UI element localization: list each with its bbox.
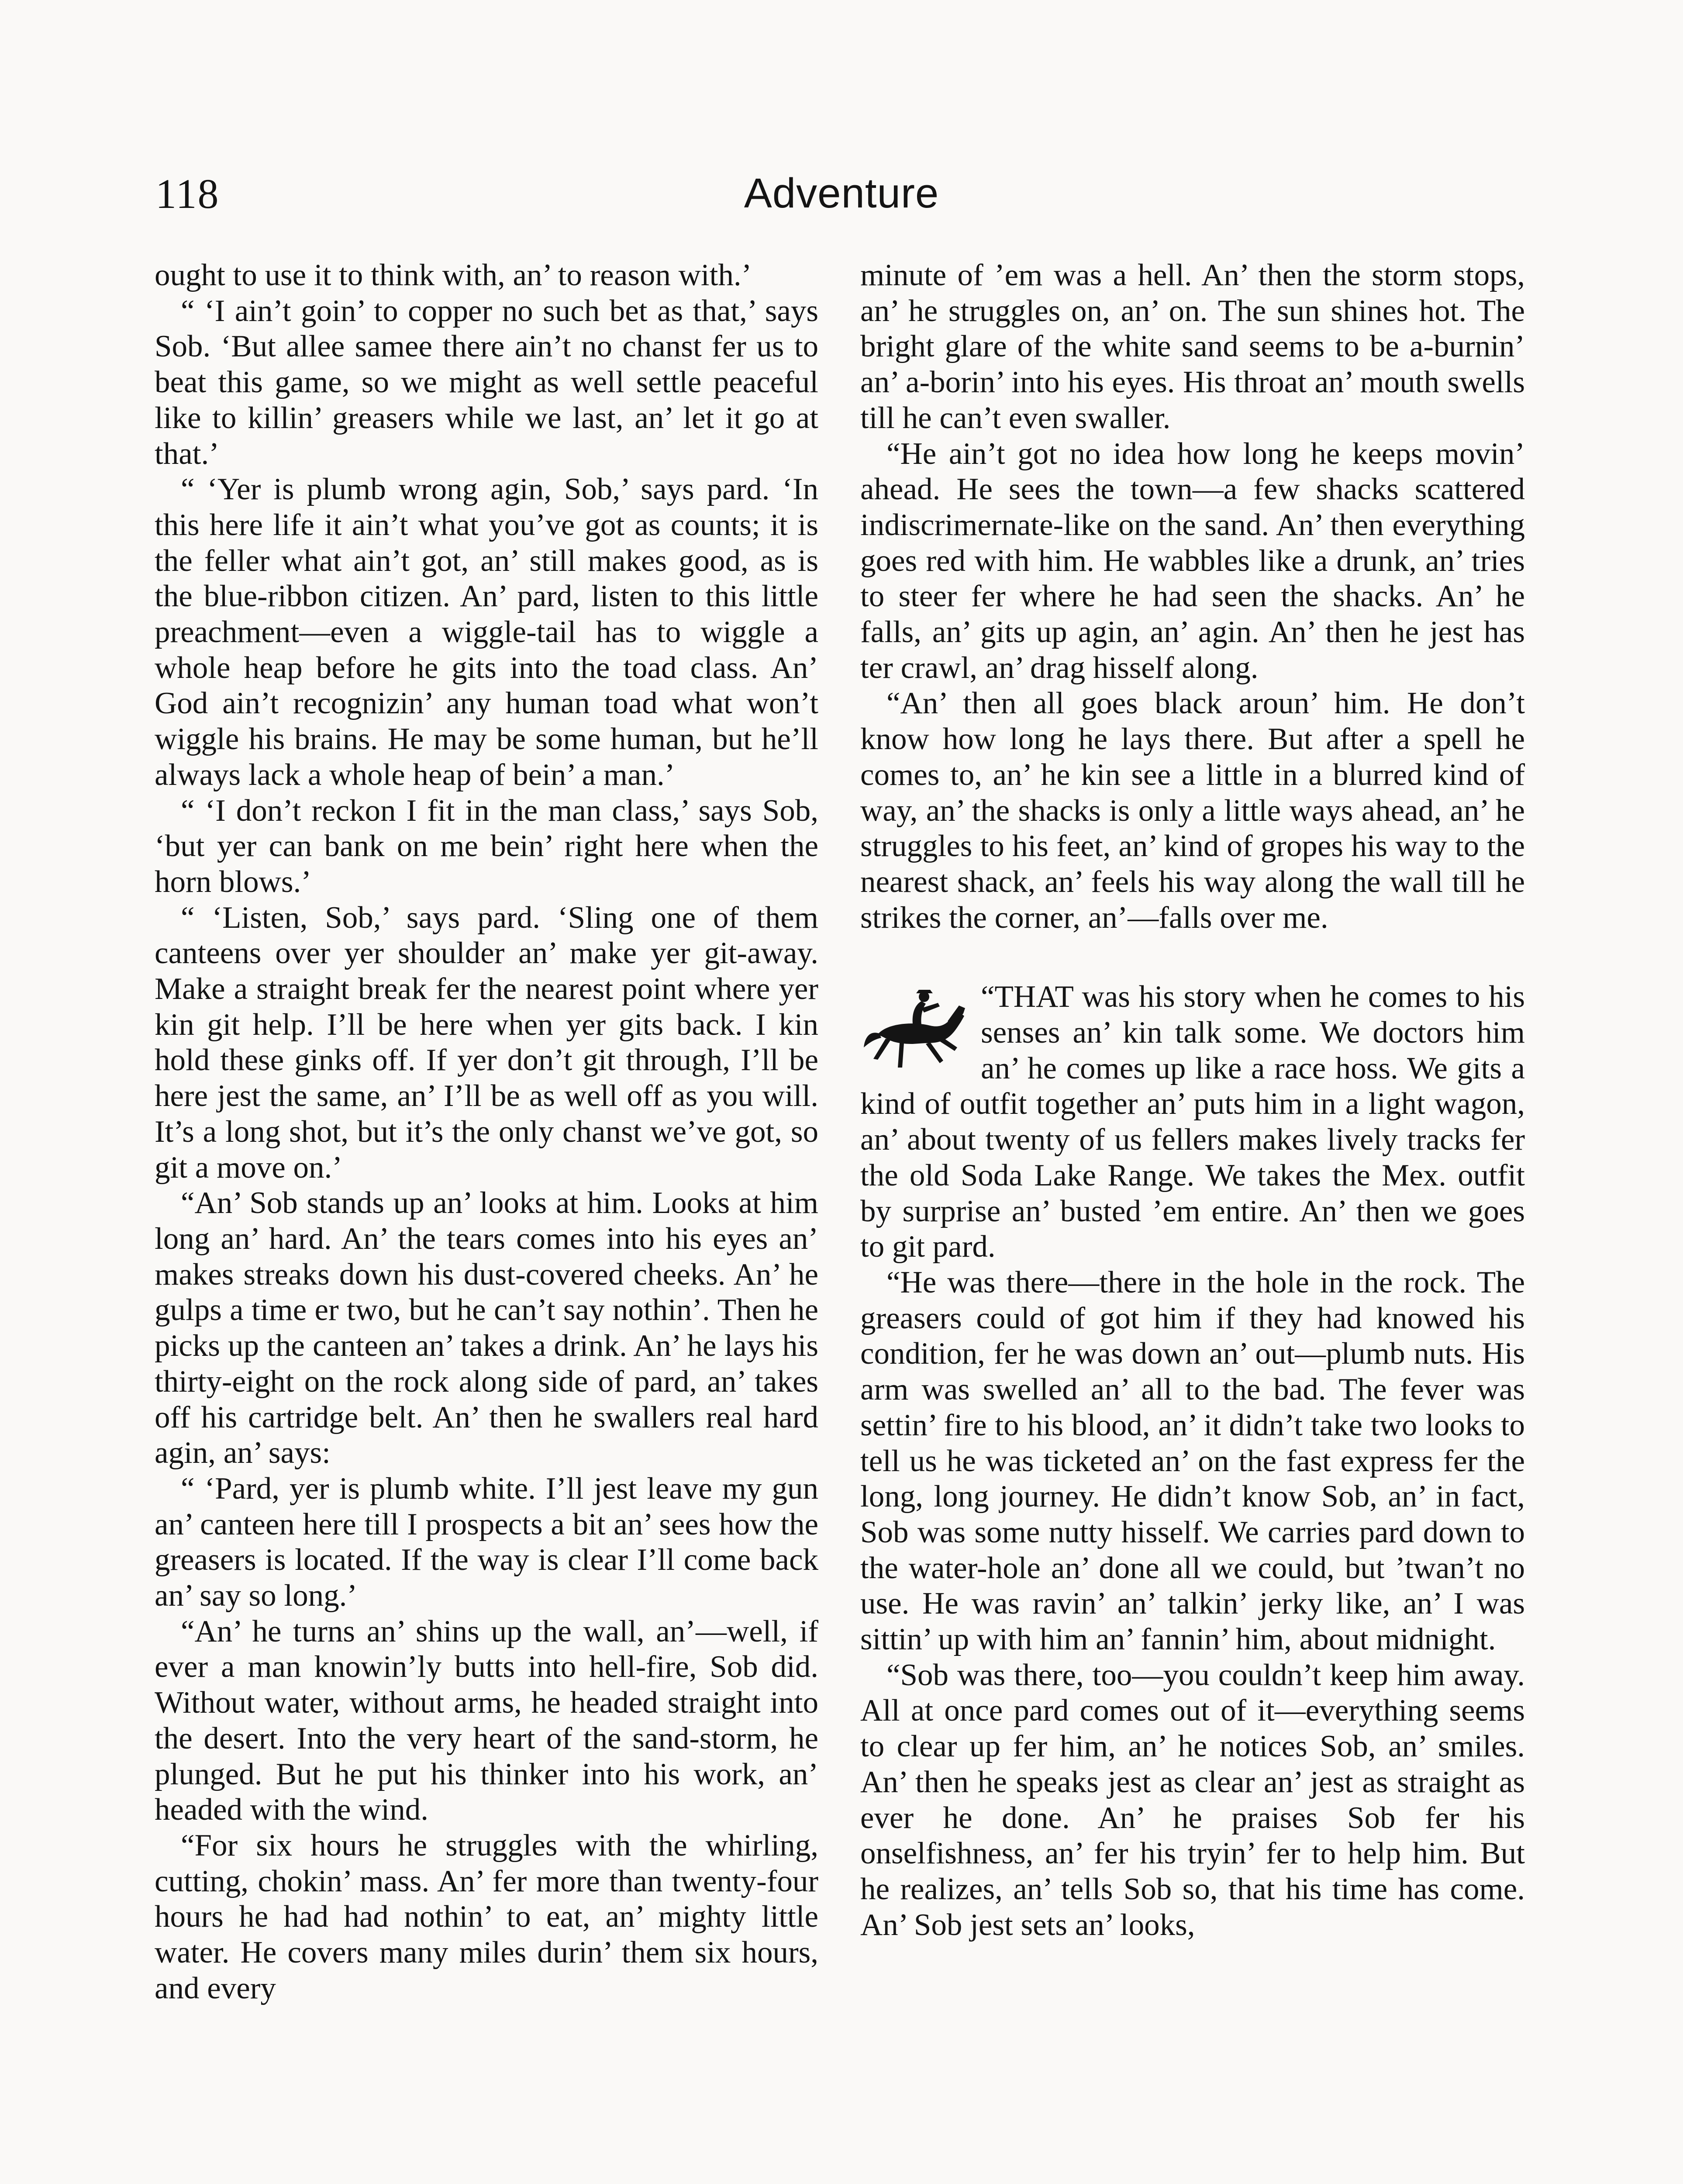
paragraph: “He was there—there in the hole in the rock. The greasers could of got him if they had knowed his condition, fer he was down an’ out—plumb nuts. His arm was swelled an’ all to the bad. The fever was settin’ fire to his blood, an’ it didn’t take two looks to tell us he was ticketed an’ on the fast express fer the long, long journey. He didn’t know Sob, an’ in fact, Sob was some nutty hisself. We carries pard down to the water-hole an’ done all we could, but ’twan’t no use. He was ravin’ an’ talkin’ jerky like, an’ I was sittin’ up with him an’ fannin’ him, about midnight. xyxy=(860,1265,1525,1657)
paragraph: “ ‘I ain’t goin’ to copper no such bet as that,’ says Sob. ‘But allee samee there ain’t no chanst fer us to beat this game, so we might as well settle peaceful like to killin’ greasers while we last, an’ let it go at that.’ xyxy=(155,294,818,471)
section-opening-text: “THAT was his story when he comes to his senses an’ kin talk some. We doctors him an’ he comes up like a race hoss. We gits a kind of outfit together an’ puts him in a light wagon, an’ about twenty of us fellers makes lively tracks fer the old Soda Lake Range. We takes the Mex. outfit by surprise an’ busted ’em entire. An’ then we goes to git pard. xyxy=(860,980,1525,1264)
paragraph: “ ‘I don’t reckon I fit in the man class,’ says Sob, ‘but yer can bank on me bein’ right here when the horn blows.’ xyxy=(155,793,818,899)
paragraph: “ ‘Listen, Sob,’ says pard. ‘Sling one of them canteens over yer shoulder an’ make yer git-away. Make a straight break fer the nearest point where yer kin git help. I’ll be here when yer gits back. I kin hold these ginks off. If yer don’t git through, I’ll be here jest the same, an’ I’ll be as well off as you will. It’s a long shot, but it’s the only chanst we’ve got, so git a move on.’ xyxy=(155,900,818,1185)
paragraph: “ ‘Pard, yer is plumb white. I’ll jest leave my gun an’ canteen here till I prospects a bit an’ sees how the greasers is located. If the way is clear I’ll come back an’ say so long.’ xyxy=(155,1471,818,1613)
paragraph: “An’ Sob stands up an’ looks at him. Looks at him long an’ hard. An’ the tears comes into his eyes an’ makes streaks down his dust-covered cheeks. An’ he gulps a time er two, but he can’t say nothin’. Then he picks up the canteen an’ takes a drink. An’ he lays his thirty-eight on the rock along side of pard, an’ takes off his cartridge belt. An’ then he swallers real hard agin, an’ says: xyxy=(155,1186,818,1470)
page-number: 118 xyxy=(155,170,220,217)
paragraph: “He ain’t got no idea how long he keeps movin’ ahead. He sees the town—a few shacks scattered indiscrimernate-like on the sand. An’ then everything goes red with him. He wabbles like a drunk, an’ tries to steer fer where he had seen the shacks. An’ he falls, an’ gits up agin, an’ agin. An’ then he jest has ter crawl, an’ drag hisself along. xyxy=(860,436,1525,685)
paragraph: “For six hours he struggles with the whirling, cutting, chokin’ mass. An’ fer more than twenty-four hours he had had nothin’ to eat, an’ mighty little water. He covers many miles durin’ them six hours, and every xyxy=(155,1828,818,2005)
paragraph: minute of ’em was a hell. An’ then the storm stops, an’ he struggles on, an’ on. The sun shines hot. The bright glare of the white sand seems to be a-burnin’ an’ a-borin’ into his eyes. His throat an’ mouth swells till he can’t even swaller. xyxy=(860,258,1525,435)
right-column xyxy=(860,258,1525,1943)
horse-and-rider-icon xyxy=(860,982,969,1074)
running-head-title: Adventure xyxy=(744,170,939,217)
page-header xyxy=(155,169,1528,222)
section-opening-paragraph xyxy=(860,979,1525,1265)
left-column xyxy=(155,258,818,2006)
paragraph: “An’ he turns an’ shins up the wall, an’—well, if ever a man knowin’ly butts into hell-fire, Sob did. Without water, without arms, he headed straight into the desert. Into the very heart of the sand-storm, he plunged. But he put his thinker into his work, an’ headed with the wind. xyxy=(155,1614,818,1827)
paragraph: “Sob was there, too—you couldn’t keep him away. All at once pard comes out of it—everything seems to clear up fer him, an’ he notices Sob, an’ smiles. An’ then he speaks jest as clear an’ jest as straight as ever he done. An’ he praises Sob fer his onselfishness, an’ fer his tryin’ fer to help him. But he realizes, an’ tells Sob so, that his time has come. An’ Sob jest sets an’ looks, xyxy=(860,1658,1525,1942)
paragraph: “An’ then all goes black aroun’ him. He don’t know how long he lays there. But after a spell he comes to, an’ he kin see a little in a blurred kind of way, an’ the shacks is only a little ways ahead, an’ he struggles to his feet, an’ kind of gropes his way to the nearest shack, an’ feels his way along the wall till he strikes the corner, an’—falls over me. xyxy=(860,686,1525,935)
paragraph: “ ‘Yer is plumb wrong agin, Sob,’ says pard. ‘In this here life it ain’t what you’ve got as counts; it is the feller what ain’t got, an’ still makes good, as is the blue-ribbon citizen. An’ pard, listen to this little preachment—even a wiggle-tail has to wiggle a whole heap before he gits into the toad class. An’ God ain’t recognizin’ any human toad what won’t wiggle his brains. He may be some human, but he’ll always lack a whole heap of bein’ a man.’ xyxy=(155,472,818,792)
paragraph: ought to use it to think with, an’ to reason with.’ xyxy=(155,258,752,292)
